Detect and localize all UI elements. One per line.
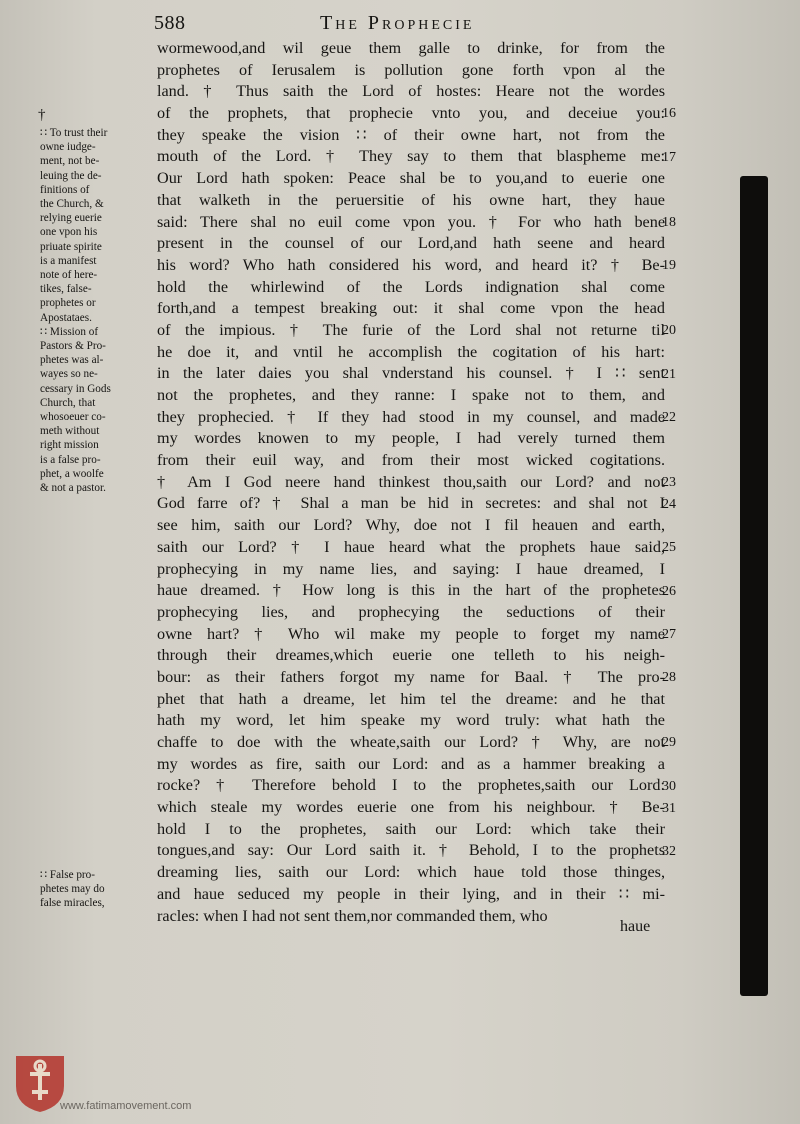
text-line: hath my word, let him speake my word truly: what hath the <box>157 711 665 730</box>
text-line: Our Lord hath spoken: Peace shal be to you,and to euerie one <box>157 169 665 188</box>
margin-note-false-miracles <box>40 868 154 911</box>
text-line: rocke? † Therefore behold I to the prophetes,saith our Lord: <box>157 776 665 795</box>
verse-number: 28 <box>662 670 676 686</box>
text-line: through their dreames,which euerie one telleth to his neigh- <box>157 646 665 665</box>
text-line: wormewood,and wil geue them galle to drinke, for from the <box>157 39 665 57</box>
text-line: not the prophetes, and they ranne: I spake not to them, and <box>157 386 665 404</box>
text-line: prophecying in my name lies, and saying: I haue dreamed, I <box>157 559 665 578</box>
text-line: land. † Thus saith the Lord of hostes: Heare not the wordes <box>157 82 665 101</box>
text-line: racles: when I had not sent them,nor commanded them, who <box>157 906 548 925</box>
page-header <box>150 12 710 38</box>
left-margin-dagger: † <box>38 107 46 123</box>
page-number: 588 <box>154 12 186 34</box>
verse-number: 17 <box>662 149 676 165</box>
text-line: see him, saith our Lord? Why, doe not I fil heauen and earth, <box>157 516 665 535</box>
watermark-url: www.fatimamovement.com <box>60 1100 192 1112</box>
text-line: his word? Who hath considered his word, and heard it? † Be- <box>157 255 665 274</box>
text-line: they speake the vision ∷ of their owne hart, not from the <box>157 125 665 144</box>
scan-edge-bar <box>740 176 768 996</box>
verse-number: 20 <box>662 323 676 339</box>
text-line: God farre of? † Shal a man be hid in secretes: and shal not I <box>157 494 665 513</box>
margin-note-line: phetes may do <box>40 883 105 896</box>
margin-note-line: is a manifest <box>40 254 97 267</box>
text-line: of the impious. † The furie of the Lord shal not returne til <box>157 320 665 339</box>
verse-number: 22 <box>662 409 676 425</box>
margin-note-line: one vpon his <box>40 226 98 239</box>
margin-note-line: false miracles, <box>40 897 105 910</box>
text-line: of the prophets, that prophecie vnto you, and deceiue you: <box>157 104 665 123</box>
text-line: and haue seduced my people in their lying, and in their ∷ mi- <box>157 884 665 903</box>
verse-number: 30 <box>662 778 676 794</box>
verse-number: 31 <box>662 800 676 816</box>
running-title: The Prophecie <box>320 12 475 34</box>
text-line: prophetes of Ierusalem is pollution gone forth vpon al the <box>157 60 665 79</box>
text-line: my wordes knowen to my people, I had verely turned them <box>157 429 665 448</box>
verse-number: 16 <box>662 106 676 122</box>
text-line: he doe it, and vntil he accomplish the cogitation of his hart: <box>157 342 665 361</box>
text-line: hold I to the prophetes, saith our Lord: which take their <box>157 819 665 838</box>
text-line: saith our Lord? † I haue heard what the prophets haue said, <box>157 537 665 556</box>
margin-note-line: finitions of <box>40 183 90 196</box>
verse-number: 23 <box>662 475 676 490</box>
margin-note-line: Church, that <box>40 396 96 409</box>
text-line: bour: as their fathers forgot my name for Baal. † The pro- <box>157 667 665 686</box>
text-line: forth,and a tempest breaking out: it shal come vpon the head <box>157 299 665 318</box>
text-line: † Am I God neere hand thinkest thou,saith our Lord? and not <box>157 472 665 491</box>
verse-number: 32 <box>662 843 676 859</box>
margin-note-line: priuate spirite <box>40 240 102 253</box>
text-line: owne hart? † Who wil make my people to forget my name <box>157 624 665 643</box>
text-line: in the later daies you shal vnderstand his counsel. † I ∷ sent <box>157 364 665 383</box>
text-line: that walketh in the peruersitie of his owne hart, they haue <box>157 190 665 209</box>
text-line: tongues,and say: Our Lord saith it. † Behold, I to the prophets <box>157 841 665 860</box>
margin-note-line: tikes, false- <box>40 283 92 296</box>
verse-number: 26 <box>662 583 676 599</box>
margin-note-line: Apostataes. <box>40 311 92 324</box>
text-line: from their euil way, and from their most wicked cogitations. <box>157 451 665 470</box>
text-line: phet that hath a dreame, let him tel the dreame: and he that <box>157 689 665 708</box>
text-line: said: There shal no euil come vpon you. † For who hath bene <box>157 212 665 231</box>
text-line: which steale my wordes euerie one from his neighbour. † Be- <box>157 798 665 817</box>
margin-note-line: & not a pastor. <box>40 482 106 495</box>
margin-note-line: ment, not be- <box>40 155 100 168</box>
text-line: prophecying lies, and prophecying the seductions of their <box>157 602 665 621</box>
margin-note-line: Pastors & Pro- <box>40 340 106 353</box>
margin-note-line: owne iudge- <box>40 141 96 154</box>
verse-number: 24 <box>662 496 676 512</box>
margin-note-line: ∷ Mission of <box>40 325 99 338</box>
text-line: they prophecied. † If they had stood in my counsel, and made <box>157 407 665 426</box>
main-text-column <box>157 38 665 927</box>
margin-note-line: phet, a woolfe <box>40 467 104 480</box>
margin-note-line: the Church, & <box>40 198 104 211</box>
margin-note-line: leuing the de- <box>40 169 102 182</box>
verse-number: 25 <box>662 540 676 556</box>
text-line: my wordes as fire, saith our Lord: and as a hammer breaking a <box>157 754 665 773</box>
text-line: dreaming lies, saith our Lord: which haue told those thinges, <box>157 863 665 882</box>
margin-note-line: wayes so ne- <box>40 368 98 381</box>
margin-note-line: whosoeuer co- <box>40 411 106 424</box>
verse-number: 19 <box>662 258 676 273</box>
text-line: mouth of the Lord. † They say to them that blaspheme me: <box>157 147 665 166</box>
text-line: chaffe to doe with the wheate,saith our Lord? † Why, are not <box>157 733 665 751</box>
margin-note-line: ∷ To trust their <box>40 127 108 139</box>
margin-note-heretics <box>40 126 154 495</box>
margin-note-line: phetes was al- <box>40 354 104 367</box>
verse-number: 27 <box>662 626 676 642</box>
verse-number: 29 <box>662 735 676 751</box>
text-line: haue dreamed. † How long is this in the hart of the prophetes <box>157 581 665 600</box>
catchword: haue <box>620 918 651 935</box>
margin-note-line: meth without <box>40 425 100 438</box>
margin-note-line: ∷ False pro- <box>40 869 95 881</box>
margin-note-line: cessary in Gods <box>40 382 111 395</box>
margin-note-line: is a false pro- <box>40 453 101 466</box>
text-line: hold the whirlewind of the Lords indignation shal come <box>157 277 665 296</box>
margin-note-line: right mission <box>40 439 99 452</box>
verse-number: 21 <box>662 366 676 382</box>
verse-number: 18 <box>662 214 676 230</box>
margin-note-line: prophetes or <box>40 297 96 310</box>
text-line: present in the counsel of our Lord,and hath seene and heard <box>157 234 665 253</box>
margin-note-line: note of here- <box>40 269 98 282</box>
margin-note-line: relying euerie <box>40 212 102 225</box>
